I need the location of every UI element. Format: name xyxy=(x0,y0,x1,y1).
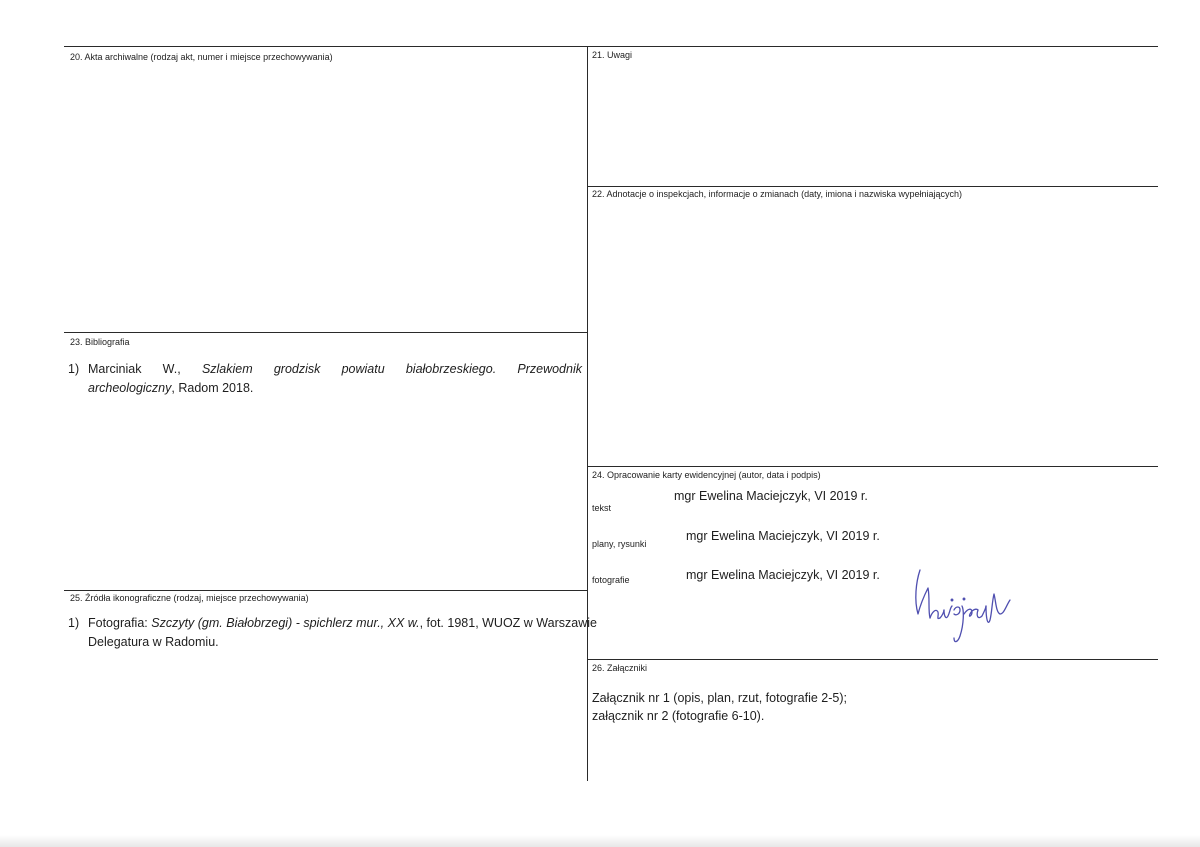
iconography-line-2: Delegatura w Radomiu. xyxy=(88,635,219,649)
attachments-line-1: Załącznik nr 1 (opis, plan, rzut, fotografie 2-5); xyxy=(592,691,847,705)
divider-21-22 xyxy=(587,186,1158,187)
section-20-label: 20. Akta archiwalne (rodzaj akt, numer i miejsce przechowywania) xyxy=(70,52,333,62)
row-label-fotografie: fotografie xyxy=(592,575,630,585)
top-border-line xyxy=(64,46,1158,47)
iconography-entry-number: 1) xyxy=(68,616,80,630)
iconography-line-1: Fotografia: Szczyty (gm. Białobrzegi) - spichlerz mur., XX w., fot. 1981, WUOZ w Warszawie xyxy=(88,616,597,630)
row-label-plany-rysunki: plany, rysunki xyxy=(592,539,647,549)
page-bottom-edge xyxy=(0,835,1200,847)
center-divider-line xyxy=(587,46,588,781)
row-value-tekst: mgr Ewelina Maciejczyk, VI 2019 r. xyxy=(674,489,868,503)
bibliography-entry-text xyxy=(88,360,582,398)
section-23-label: 23. Bibliografia xyxy=(70,337,130,347)
section-22-label: 22. Adnotacje o inspekcjach, informacje o zmianach (daty, imiona i nazwiska wypełniających) xyxy=(592,189,963,199)
section-25-label: 25. Źródła ikonograficzne (rodzaj, miejsce przechowywania) xyxy=(70,593,309,603)
divider-20-23 xyxy=(64,332,587,333)
divider-24-26 xyxy=(587,659,1158,660)
iconography-entry-1 xyxy=(68,614,597,654)
bibliography-line-1: Marciniak W., Szlakiem grodzisk powiatu białobrzeskiego. Przewodnik xyxy=(88,362,582,376)
iconography-entry-text xyxy=(88,614,597,652)
bibliography-entry-1 xyxy=(68,360,582,400)
divider-23-25 xyxy=(64,590,587,591)
row-label-tekst: tekst xyxy=(592,503,612,513)
divider-22-24 xyxy=(587,466,1158,467)
section-26-label: 26. Załączniki xyxy=(592,663,648,673)
section-24-label: 24. Opracowanie karty ewidencyjnej (autor, data i podpis) xyxy=(592,470,821,480)
row-value-fotografie: mgr Ewelina Maciejczyk, VI 2019 r. xyxy=(686,568,880,582)
section-21-label: 21. Uwagi xyxy=(592,50,633,60)
bibliography-line-2: archeologiczny, Radom 2018. xyxy=(88,381,254,395)
row-value-plany-rysunki: mgr Ewelina Maciejczyk, VI 2019 r. xyxy=(686,529,880,543)
handwritten-signature xyxy=(906,566,1036,656)
bibliography-entry-number: 1) xyxy=(68,362,80,376)
attachments-line-2: załącznik nr 2 (fotografie 6-10). xyxy=(592,709,765,723)
